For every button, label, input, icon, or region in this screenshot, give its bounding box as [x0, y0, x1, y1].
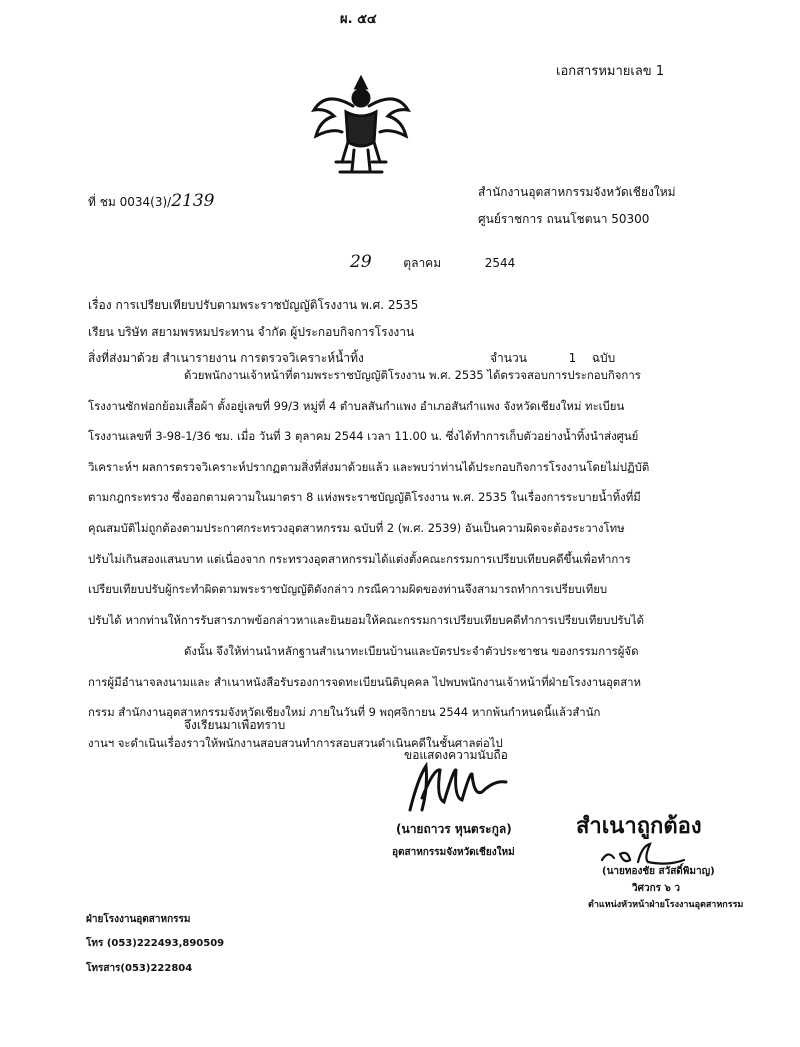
body-line: เปรียบเทียบปรับผู้กระทำผิดตามพระราชบัญญัติดังกล่าว กรณีความผิดของท่านจึงสามารถทำการเปรียบเทียบ: [88, 582, 608, 597]
recipient-text: บริษัท สยามพรหมประทาน จำกัด ผู้ประกอบกิจการโรงงาน: [117, 325, 415, 339]
signer-name: (นายถาวร หุนตระกูล): [396, 822, 512, 836]
body-line: กรรม สำนักงานอุตสาหกรรมจังหวัดเชียงใหม่ ภายในวันที่ 9 พฤศจิกายน 2544 หากพ้นกำหนดนี้แล้วสำนัก: [88, 705, 601, 720]
enclosure-text: สำเนารายงาน การตรวจวิเคราะห์น้ำทิ้ง: [162, 351, 364, 365]
enclosure-quantity-value: 1: [568, 351, 577, 365]
enclosure-label: สิ่งที่ส่งมาด้วย: [88, 351, 159, 365]
body-line: คุณสมบัติไม่ถูกต้องตามประกาศกระทรวงอุตสาหกรรม ฉบับที่ 2 (พ.ศ. 2539) อันเป็นความผิดจะต้องระวางโทษ: [88, 520, 625, 535]
body-line: ด้วยพนักงานเจ้าหน้าที่ตามพระราชบัญญัติโรงงาน พ.ศ. 2535 ได้ตรวจสอบการประกอบกิจการ: [184, 368, 641, 382]
body-paragraph-2: [88, 636, 708, 758]
subject-label: เรื่อง: [88, 298, 112, 312]
enclosure-quantity-unit: ฉบับ: [591, 351, 616, 365]
footer-department: ฝ่ายโรงงานอุตสาหกรรม: [86, 914, 191, 925]
closing-regards: ขอแสดงความนับถือ: [404, 748, 508, 762]
body-line: ดังนั้น จึงให้ท่านนำหลักฐานสำเนาทะเบียนบ้านและบัตรประจำตัวประชาชน ของกรรมการผู้จัด: [184, 644, 639, 658]
letter-date: [350, 252, 515, 273]
body-line: ปรับไม่เกินสองแสนบาท แต่เนื่องจาก กระทรวงอุตสาหกรรมได้แต่งตั้งคณะกรรมการเปรียบเทียบคดีขึ้นเพื่อทำการ: [88, 551, 631, 566]
enclosure-quantity-label: จำนวน: [490, 351, 527, 365]
footer-phone: โทร (053)222493,890509: [86, 938, 225, 949]
body-paragraph-1: [88, 360, 708, 635]
certified-copy-stamp: สำเนาถูกต้อง: [576, 814, 702, 839]
date-month: ตุลาคม: [403, 256, 442, 270]
handwritten-signature-icon: [404, 758, 514, 820]
footer-fax: โทรสาร(053)222804: [86, 963, 193, 974]
body-line: โรงงานเลขที่ 3-98-1/36 ชม. เมื่อ วันที่ 3 ตุลาคม 2544 เวลา 11.00 น. ซึ่งได้ทำการเก็บตัวอย่างน้ำทิ้งนำส่งศูนย์: [88, 429, 639, 444]
garuda-emblem-icon: [306, 70, 416, 178]
recipient-line: [88, 323, 414, 342]
reference-number: [88, 191, 214, 212]
subject-line: [88, 296, 418, 315]
certifier-position: ตำแหน่งหัวหน้าฝ่ายโรงงานอุตสาหกรรม: [588, 900, 744, 910]
reference-handwritten-number: 2139: [171, 191, 215, 211]
body-line: งานฯ จะดำเนินเรื่องราวให้พนักงานสอบสวนทำการสอบสวนดำเนินคดีในชั้นศาลต่อไป: [88, 735, 503, 750]
office-address: ศูนย์ราชการ ถนนโชตนา 50300: [478, 212, 650, 226]
subject-text: การเปรียบเทียบปรับตามพระราชบัญญัติโรงงาน พ.ศ. 2535: [115, 298, 419, 312]
certifier-rank: วิศวกร ๖ ว: [632, 883, 680, 894]
signer-title: อุตสาหกรรมจังหวัดเชียงใหม่: [392, 847, 515, 858]
closing-request: จึงเรียนมาเพื่อทราบ: [184, 718, 286, 732]
date-day: 29: [350, 252, 372, 272]
body-line: ตามกฎกระทรวง ซึ่งออกตามความในมาตรา 8 แห่งพระราชบัญญัติโรงงาน พ.ศ. 2535 ในเรื่องการระบายน้ำทิ้งที่มี: [88, 490, 641, 505]
body-line: โรงงานซักฟอกย้อมเสื้อผ้า ตั้งอยู่เลขที่ 99/3 หมู่ที่ 4 ตำบลสันกำแพง อำเภอสันกำแพง จังหวัดเชียงใหม่ ทะเบียน: [88, 398, 625, 413]
recipient-label: เรียน: [88, 325, 114, 339]
body-line: การผู้มีอำนาจลงนามและ สำเนาหนังสือรับรองการจดทะเบียนนิติบุคคล ไปพบพนักงานเจ้าหน้าที่ฝ่ายโรงงานอุตสาห: [88, 674, 642, 689]
body-line: วิเคราะห์ฯ ผลการตรวจวิเคราะห์ปรากฏตามสิ่งที่ส่งมาด้วยแล้ว และพบว่าท่านได้ประกอบกิจการโรงงานโดยไม่ปฏิบัติ: [88, 459, 650, 474]
form-code: ผ. ๕๔: [340, 12, 377, 27]
office-name: สำนักงานอุตสาหกรรมจังหวัดเชียงใหม่: [478, 185, 676, 199]
certifier-name: (นายทองชัย สวัสดิ์พิมาญ): [602, 866, 715, 877]
reference-prefix: ที่ ชม 0034(3)/: [88, 195, 172, 209]
date-year: 2544: [484, 256, 516, 270]
attachment-number: เอกสารหมายเลข 1: [556, 64, 665, 79]
body-line: ปรับได้ หากท่านให้การรับสารภาพข้อกล่าวหาและยินยอมให้คณะกรรมการเปรียบเทียบคดีทำการเปรียบเทียบปรับได้: [88, 612, 645, 627]
